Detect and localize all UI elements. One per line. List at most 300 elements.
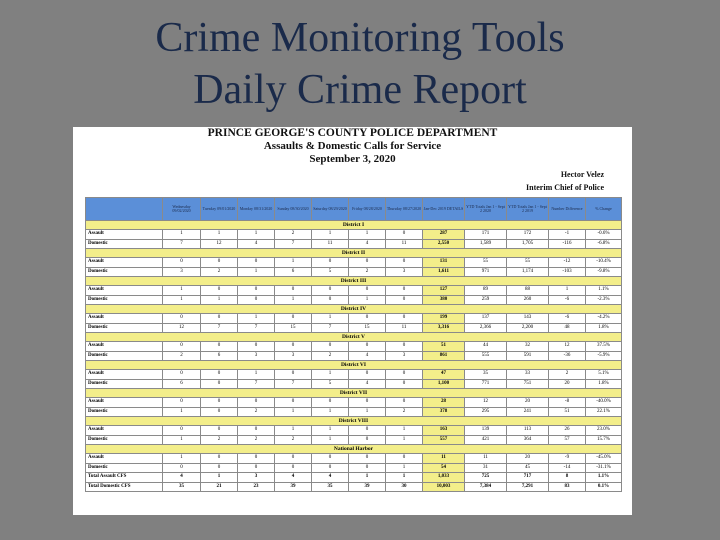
report-date: September 3, 2020 — [309, 153, 396, 165]
table-cell: 0 — [312, 295, 349, 305]
table-cell: 1 — [238, 314, 275, 324]
table-cell: 12 — [163, 323, 201, 333]
table-cell: 21 — [201, 482, 238, 492]
section-row — [86, 445, 622, 454]
table-cell: 295 — [465, 407, 507, 417]
table-row — [86, 258, 622, 268]
table-cell: 378 — [423, 407, 465, 417]
table-cell: 0 — [349, 286, 386, 296]
table-cell: 0 — [163, 463, 201, 473]
table-cell: 1,174 — [507, 267, 549, 277]
header-cell — [86, 198, 163, 221]
table-cell: 0 — [312, 398, 349, 408]
table-cell: 7 — [163, 239, 201, 249]
table-cell: 3 — [275, 351, 312, 361]
header-cell: Thursday 08/27/2020 — [386, 198, 423, 221]
table-row — [86, 370, 622, 380]
table-cell: 131 — [423, 258, 465, 268]
table-cell: 1 — [201, 473, 238, 483]
table-cell: 54 — [423, 463, 465, 473]
table-cell: 1 — [312, 314, 349, 324]
table-cell: 1 — [386, 435, 423, 445]
section-row — [86, 389, 622, 398]
table-cell: 1 — [349, 295, 386, 305]
table-cell: 0 — [386, 286, 423, 296]
table-cell: 20 — [507, 454, 549, 464]
table-cell: -8 — [549, 398, 586, 408]
table-cell: 2 — [312, 351, 349, 361]
table-cell: 0 — [275, 342, 312, 352]
section-row — [86, 417, 622, 426]
table-cell: 1 — [312, 370, 349, 380]
table-header — [86, 198, 622, 221]
table-cell: 751 — [507, 379, 549, 389]
table-cell: 0 — [201, 463, 238, 473]
table-cell: 0 — [201, 407, 238, 417]
table-cell: -6 — [549, 314, 586, 324]
table-cell: 287 — [423, 230, 465, 240]
table-row — [86, 379, 622, 389]
table-cell: -6 — [549, 295, 586, 305]
table-cell: 0 — [238, 463, 275, 473]
table-cell: 6 — [163, 379, 201, 389]
table-cell: 1 — [163, 407, 201, 417]
table-cell: 1 — [163, 435, 201, 445]
table-cell: 0 — [163, 258, 201, 268]
table-cell: 0 — [238, 286, 275, 296]
table-cell: 0 — [386, 370, 423, 380]
table-cell: 2 — [275, 435, 312, 445]
table-cell: 1,033 — [423, 473, 465, 483]
table-cell: 0 — [275, 286, 312, 296]
table-cell: 1 — [201, 230, 238, 240]
table-cell: 7 — [312, 323, 349, 333]
slide-title-line-1: Crime Monitoring Tools — [155, 15, 565, 61]
table-cell: 4 — [163, 473, 201, 483]
header-cell: YTD Totals Jan 1 - Sept 2 2020 — [465, 198, 507, 221]
table-cell: 5 — [312, 379, 349, 389]
table-cell: -116 — [549, 239, 586, 249]
table-cell: 139 — [465, 426, 507, 436]
table-cell: 0 — [201, 426, 238, 436]
table-cell: 971 — [465, 267, 507, 277]
table-cell: 1 — [386, 463, 423, 473]
section-header: District II — [86, 249, 622, 258]
table-cell: 0 — [275, 314, 312, 324]
table-cell: 7,291 — [507, 482, 549, 492]
table-cell: 1 — [386, 473, 423, 483]
table-cell: 23.0% — [586, 426, 622, 436]
table-cell: 3 — [238, 351, 275, 361]
table-cell: 11 — [386, 323, 423, 333]
table-cell: -45.0% — [586, 454, 622, 464]
table-row — [86, 473, 622, 483]
table-cell: 20 — [507, 398, 549, 408]
table-cell: 11 — [312, 239, 349, 249]
table-cell: 241 — [507, 407, 549, 417]
table-cell: -6.8% — [586, 239, 622, 249]
table-cell: 23 — [238, 482, 275, 492]
header-cell: Friday 08/28/2020 — [349, 198, 386, 221]
table-row — [86, 286, 622, 296]
header-cell: Tuesday 09/01/2020 — [201, 198, 238, 221]
row-label: Domestic — [86, 379, 163, 389]
table-cell: 557 — [423, 435, 465, 445]
table-cell: 0 — [349, 463, 386, 473]
table-cell: 1,705 — [507, 239, 549, 249]
slide-title-line-2: Daily Crime Report — [193, 67, 527, 113]
table-cell: 37.5% — [586, 342, 622, 352]
table-cell: 44 — [465, 342, 507, 352]
table-cell: 1.1% — [586, 473, 622, 483]
row-label: Domestic — [86, 295, 163, 305]
table-cell: 0 — [201, 379, 238, 389]
table-body — [86, 221, 622, 492]
table-cell: 0 — [386, 379, 423, 389]
row-label: Domestic — [86, 323, 163, 333]
table-cell: 113 — [507, 426, 549, 436]
section-header: District V — [86, 333, 622, 342]
header-cell: Sunday 08/30/2020 — [275, 198, 312, 221]
table-cell: 7 — [238, 379, 275, 389]
table-cell: 0 — [238, 398, 275, 408]
table-cell: 3 — [386, 267, 423, 277]
header-cell: Saturday 08/29/2020 — [312, 198, 349, 221]
table-cell: 0 — [349, 258, 386, 268]
table-cell: 0 — [201, 314, 238, 324]
table-row — [86, 463, 622, 473]
section-header: District I — [86, 221, 622, 230]
table-cell: 39 — [349, 482, 386, 492]
table-cell: 0 — [201, 342, 238, 352]
table-row — [86, 454, 622, 464]
section-row — [86, 305, 622, 314]
table-cell: -103 — [549, 267, 586, 277]
table-row — [86, 295, 622, 305]
table-cell: 4 — [238, 239, 275, 249]
row-label: Assault — [86, 454, 163, 464]
table-cell: 32 — [507, 342, 549, 352]
table-cell: -4.2% — [586, 314, 622, 324]
table-cell: 12 — [549, 342, 586, 352]
row-label: Domestic — [86, 267, 163, 277]
table-cell: 1 — [163, 295, 201, 305]
table-cell: 0 — [386, 230, 423, 240]
table-cell: 0 — [349, 398, 386, 408]
row-label: Domestic — [86, 463, 163, 473]
table-cell: 28 — [423, 398, 465, 408]
section-row — [86, 333, 622, 342]
table-cell: 10,003 — [423, 482, 465, 492]
table-cell: 1 — [163, 454, 201, 464]
section-header: District VIII — [86, 417, 622, 426]
table-cell: 0 — [201, 370, 238, 380]
row-label: Assault — [86, 314, 163, 324]
table-cell: 0 — [386, 295, 423, 305]
row-label: Assault — [86, 426, 163, 436]
table-cell: 2 — [238, 407, 275, 417]
table-cell: 89 — [465, 286, 507, 296]
table-row — [86, 351, 622, 361]
table-cell: 591 — [507, 351, 549, 361]
table-cell: 2,366 — [465, 323, 507, 333]
table-cell: 1 — [238, 267, 275, 277]
table-cell: 0 — [386, 314, 423, 324]
table-cell: 35 — [465, 370, 507, 380]
section-header: National Harbor — [86, 445, 622, 454]
table-cell: 771 — [465, 379, 507, 389]
table-cell: 0 — [386, 398, 423, 408]
crime-report-document — [73, 127, 632, 515]
table-cell: 2 — [349, 267, 386, 277]
table-cell: 259 — [465, 295, 507, 305]
table-row — [86, 314, 622, 324]
table-cell: 55 — [465, 258, 507, 268]
header-cell: Number Difference — [549, 198, 586, 221]
table-cell: 2,200 — [507, 323, 549, 333]
table-cell: 421 — [465, 435, 507, 445]
table-cell: 7 — [275, 239, 312, 249]
table-cell: 0 — [201, 286, 238, 296]
table-cell: 1 — [275, 407, 312, 417]
row-label: Assault — [86, 370, 163, 380]
table-cell: 2 — [163, 351, 201, 361]
table-cell: 51 — [549, 407, 586, 417]
table-cell: 35 — [163, 482, 201, 492]
row-label: Domestic — [86, 435, 163, 445]
row-label: Assault — [86, 230, 163, 240]
table-cell: 7 — [201, 323, 238, 333]
table-cell: -2.3% — [586, 295, 622, 305]
chief-name: Hector Velez — [560, 170, 604, 179]
table-cell: 1 — [312, 407, 349, 417]
table-cell: 6 — [275, 267, 312, 277]
table-cell: 0 — [312, 454, 349, 464]
row-label: Assault — [86, 342, 163, 352]
table-cell: 0 — [349, 370, 386, 380]
table-cell: 3,316 — [423, 323, 465, 333]
table-cell: 8 — [549, 473, 586, 483]
table-cell: 0 — [275, 370, 312, 380]
table-cell: 555 — [465, 351, 507, 361]
slide-title — [0, 12, 720, 116]
table-cell: 364 — [507, 435, 549, 445]
section-header: District IV — [86, 305, 622, 314]
table-cell: 2,550 — [423, 239, 465, 249]
table-row — [86, 482, 622, 492]
table-row — [86, 239, 622, 249]
table-cell: 1.1% — [586, 286, 622, 296]
table-cell: 0 — [238, 454, 275, 464]
table-cell: 55 — [507, 258, 549, 268]
crime-report-table — [85, 197, 622, 492]
table-cell: 45 — [507, 463, 549, 473]
table-cell: -12 — [549, 258, 586, 268]
section-header: District VII — [86, 389, 622, 398]
table-cell: 12 — [201, 239, 238, 249]
table-cell: 47 — [423, 370, 465, 380]
table-cell: -36 — [549, 351, 586, 361]
table-cell: 2 — [386, 407, 423, 417]
table-cell: 1 — [201, 295, 238, 305]
table-cell: 12 — [465, 398, 507, 408]
table-cell: 6 — [201, 351, 238, 361]
table-cell: 380 — [423, 295, 465, 305]
table-cell: 725 — [465, 473, 507, 483]
table-cell: 7 — [238, 323, 275, 333]
section-row — [86, 277, 622, 286]
table-cell: 1 — [275, 258, 312, 268]
section-row — [86, 221, 622, 230]
table-cell: 171 — [465, 230, 507, 240]
section-header: District VI — [86, 361, 622, 370]
table-cell: 1.8% — [586, 379, 622, 389]
table-cell: 3 — [238, 473, 275, 483]
table-cell: 4 — [349, 239, 386, 249]
table-cell: 0 — [349, 314, 386, 324]
table-cell: 0 — [275, 454, 312, 464]
table-cell: 1 — [349, 230, 386, 240]
table-cell: -0.6% — [586, 230, 622, 240]
table-cell: 0 — [312, 463, 349, 473]
report-subtitle: Assaults & Domestic Calls for Service — [263, 140, 442, 152]
department-name: PRINCE GEORGE'S COUNTY POLICE DEPARTMENT — [207, 127, 498, 139]
table-cell: 0.1% — [586, 482, 622, 492]
table-cell: 2 — [549, 370, 586, 380]
table-cell: 199 — [423, 314, 465, 324]
table-cell: 143 — [507, 314, 549, 324]
row-label: Domestic — [86, 407, 163, 417]
table-cell: 1 — [312, 230, 349, 240]
table-cell: 0 — [163, 398, 201, 408]
row-label: Assault — [86, 258, 163, 268]
chief-title: Interim Chief of Police — [526, 183, 604, 192]
document-header — [73, 127, 632, 197]
table-cell: 0 — [201, 258, 238, 268]
table-cell: 1 — [163, 286, 201, 296]
row-label: Domestic — [86, 351, 163, 361]
table-cell: 0 — [386, 342, 423, 352]
table-cell: 5.1% — [586, 370, 622, 380]
table-cell: 0 — [386, 258, 423, 268]
table-cell: 11 — [386, 239, 423, 249]
table-cell: -9.8% — [586, 267, 622, 277]
table-cell: 4 — [275, 473, 312, 483]
table-cell: 163 — [423, 426, 465, 436]
table-cell: 88 — [507, 286, 549, 296]
table-cell: 0 — [163, 314, 201, 324]
table-cell: 2 — [275, 230, 312, 240]
table-cell: 0 — [201, 398, 238, 408]
row-label: Total Domestic CFS — [86, 482, 163, 492]
table-cell: 31 — [465, 463, 507, 473]
table-cell: 11 — [465, 454, 507, 464]
table-row — [86, 426, 622, 436]
table-cell: 57 — [549, 435, 586, 445]
table-cell: 33 — [507, 370, 549, 380]
table-cell: 83 — [549, 482, 586, 492]
table-cell: 2 — [201, 267, 238, 277]
table-cell: 1 — [163, 230, 201, 240]
header-row — [86, 198, 622, 221]
table-cell: 137 — [465, 314, 507, 324]
table-cell: 15 — [275, 323, 312, 333]
table-row — [86, 407, 622, 417]
header-cell: Monday 08/31/2020 — [238, 198, 275, 221]
table-cell: -1 — [549, 230, 586, 240]
table-cell: 2 — [201, 435, 238, 445]
header-cell: YTD Totals Jan 1 - Sept 2 2019 — [507, 198, 549, 221]
table-cell: 0 — [238, 295, 275, 305]
table-cell: 1 — [275, 295, 312, 305]
table-cell: 1 — [349, 407, 386, 417]
table-cell: 1.8% — [586, 323, 622, 333]
table-cell: 35 — [312, 482, 349, 492]
table-row — [86, 342, 622, 352]
table-cell: 39 — [275, 482, 312, 492]
table-cell: 0 — [275, 398, 312, 408]
table-cell: 7 — [275, 379, 312, 389]
table-cell: 30 — [386, 482, 423, 492]
table-cell: 0 — [349, 342, 386, 352]
table-cell: 1 — [275, 426, 312, 436]
table-cell: 0 — [238, 342, 275, 352]
table-cell: 0 — [238, 258, 275, 268]
table-cell: -10.4% — [586, 258, 622, 268]
table-cell: 0 — [238, 426, 275, 436]
section-row — [86, 249, 622, 258]
table-cell: 0 — [163, 342, 201, 352]
table-cell: -9 — [549, 454, 586, 464]
table-cell: 15 — [349, 323, 386, 333]
table-cell: 0 — [349, 426, 386, 436]
table-cell: 1 — [549, 286, 586, 296]
table-row — [86, 435, 622, 445]
table-cell: 7,384 — [465, 482, 507, 492]
table-cell: 48 — [549, 323, 586, 333]
table-cell: 260 — [507, 295, 549, 305]
table-cell: -5.9% — [586, 351, 622, 361]
table-cell: 26 — [549, 426, 586, 436]
table-cell: 4 — [312, 473, 349, 483]
table-cell: 1,589 — [465, 239, 507, 249]
row-label: Total Assault CFS — [86, 473, 163, 483]
section-row — [86, 361, 622, 370]
row-label: Assault — [86, 286, 163, 296]
header-cell: Jan-Dec 2019 DETAILS — [423, 198, 465, 221]
table-cell: 1 — [386, 426, 423, 436]
table-cell: 51 — [423, 342, 465, 352]
table-cell: 3 — [163, 267, 201, 277]
table-cell: 22.1% — [586, 407, 622, 417]
row-label: Assault — [86, 398, 163, 408]
table-cell: 0 — [312, 342, 349, 352]
table-cell: 3 — [386, 351, 423, 361]
table-cell: 1 — [312, 435, 349, 445]
header-cell: Wednesday 09/02/2020 — [163, 198, 201, 221]
table-cell: 127 — [423, 286, 465, 296]
table-row — [86, 267, 622, 277]
table-cell: 1 — [349, 473, 386, 483]
table-cell: 1 — [312, 426, 349, 436]
table-cell: 4 — [349, 351, 386, 361]
row-label: Domestic — [86, 239, 163, 249]
table-cell: 0 — [163, 426, 201, 436]
table-cell: 1,100 — [423, 379, 465, 389]
table-cell: 1 — [238, 370, 275, 380]
table-cell: 15.7% — [586, 435, 622, 445]
table-cell: 861 — [423, 351, 465, 361]
